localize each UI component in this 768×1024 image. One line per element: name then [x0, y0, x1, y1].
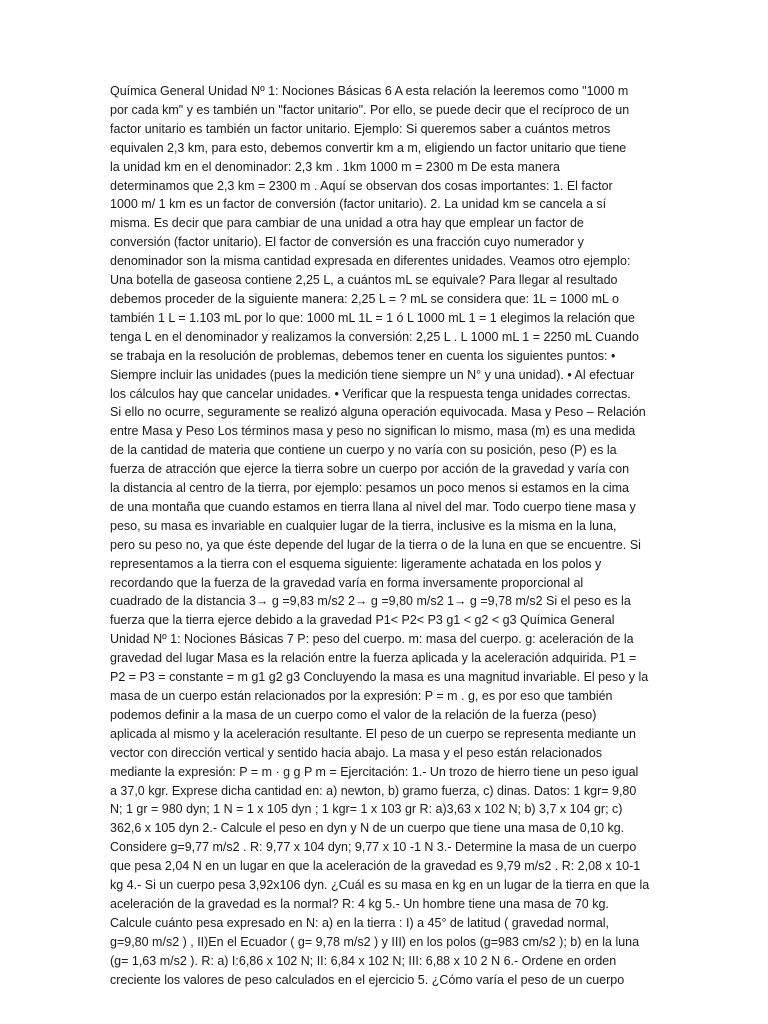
text-line-43: kg 4.- Si un cuerpo pesa 3,92x106 dyn. ¿Cuál es su masa en kg en un lugar de la tierra en que la [110, 878, 650, 893]
text-line-3: factor unitario es también un factor unitario. Ejemplo: Si queremos saber a cuántos metros [110, 121, 611, 136]
text-line-36: vector con dirección vertical y sentido hacia abajo. La masa y el peso están relacionados [110, 745, 602, 760]
document-body-text [110, 82, 660, 990]
text-line-30: Unidad Nº 1: Nociones Básicas 7 P: peso del cuerpo. m: masa del cuerpo. g: aceleración de la [110, 632, 634, 647]
text-line-20: de la cantidad de materia que contiene un cuerpo y no varía con su posición, peso (P) es la [110, 443, 617, 458]
text-line-16: Siempre incluir las unidades (pues la medición tiene siempre un N° y una unidad). • Al efectuar [110, 367, 635, 382]
text-line-7: 1000 m/ 1 km es un factor de conversión (factor unitario). 2. La unidad km se cancela a sí [110, 197, 607, 212]
text-line-19: entre Masa y Peso Los términos masa y peso no significan lo mismo, masa (m) es una medida [110, 424, 636, 439]
text-line-48: creciente los valores de peso calculados en el ejercicio 5. ¿Cómo varía el peso de un cuerpo [110, 972, 625, 987]
text-line-33: masa de un cuerpo están relacionados por la expresión: P = m . g, es por eso que también [110, 689, 613, 703]
text-line-31: gravedad del lugar Masa es la relación entre la fuerza aplicada y la aceleración adquirida. P1 = [110, 651, 637, 666]
text-line-5: la unidad km en el denominador: 2,3 km . 1km 1000 m = 2300 m De esta manera [110, 159, 560, 174]
text-line-23: de una montaña que cuando estamos en tierra llana al nivel del mar. Todo cuerpo tiene masa y [110, 499, 636, 514]
text-line-39: N; 1 gr = 980 dyn; 1 N = 1 x 105 dyn ; 1 kgr= 1 x 103 gr R: a)3,63 x 102 N; b) 3,7 x 104 gr; c) [110, 802, 623, 817]
text-line-47: (g= 1,63 m/s2 ). R: a) I:6,86 x 102 N; II: 6,84 x 102 N; III: 6,88 x 10 2 N 6.- Ordene en orden [110, 953, 617, 968]
text-line-6: determinamos que 2,3 km = 2300 m . Aquí se observan dos cosas importantes: 1. El factor [110, 178, 613, 193]
text-line-17: los cálculos hay que cancelar unidades. • Verificar que la respuesta tenga unidades correctas. [110, 386, 631, 401]
text-line-1: Química General Unidad Nº 1: Nociones Básicas 6 A esta relación la leeremos como "1000 m [110, 84, 629, 98]
text-line-32: P2 = P3 = constante = m g1 g2 g3 Concluyendo la masa es una magnitud invariable. El peso y la [110, 670, 649, 685]
text-line-27: recordando que la fuerza de la gravedad varía en forma inversamente proporcional al [110, 575, 584, 590]
text-line-41: Considere g=9,77 m/s2 . R: 9,77 x 104 dyn; 9,77 x 10 -1 N 3.- Determine la masa de un cuerpo [110, 840, 637, 855]
text-line-28: cuadrado de la distancia 3→ g =9,83 m/s2 2→ g =9,80 m/s2 1→ g =9,78 m/s2 Si el peso es la [110, 594, 631, 609]
text-line-10: denominador son la misma cantidad expresada en diferentes unidades. Veamos otro ejemplo: [110, 254, 631, 269]
text-line-45: Calcule cuánto pesa expresado en N: a) en la tierra : I) a 45° de latitud ( gravedad normal, [110, 915, 610, 930]
text-line-25: pero su peso no, ya que éste depende del lugar de la tierra o de la luna en que se encuentre. Si [110, 537, 641, 552]
text-line-40: 362,6 x 105 dyn 2.- Calcule el peso en dyn y N de un cuerpo que tiene una masa de 0,10 kg. [110, 821, 625, 836]
text-line-9: conversión (factor unitario). El factor de conversión es una fracción cuyo numerador y [110, 235, 584, 250]
text-line-34: podemos definir a la masa de un cuerpo como el valor de la relación de la fuerza (peso) [110, 707, 597, 722]
text-line-14: tenga L en el denominador y realizamos la conversión: 2,25 L . L 1000 mL 1 = 2250 mL Cuando [110, 329, 639, 344]
text-line-29: fuerza que la tierra ejerce debido a la gravedad P1< P2< P3 g1 < g2 < g3 Química General [110, 613, 615, 628]
text-line-11: Una botella de gaseosa contiene 2,25 L, a cuántos mL se equivale? Para llegar al resultado [110, 273, 618, 288]
text-line-37: mediante la expresión: P = m · g g P m = Ejercitación: 1.- Un trozo de hierro tiene un peso igual [110, 764, 639, 779]
text-line-12: debemos proceder de la siguiente manera: 2,25 L = ? mL se considera que: 1L = 1000 mL o [110, 291, 619, 306]
text-line-26: representamos a la tierra con el esquema siguiente: ligeramente achatada en los polos y [110, 556, 602, 571]
text-line-44: aceleración de la gravedad es la normal? R: 4 kg 5.- Un hombre tiene una masa de 70 kg. [110, 896, 609, 911]
text-line-46: g=9,80 m/s2 ) , II)En el Ecuador ( g= 9,78 m/s2 ) y III) en los polos (g=983 cm/s2 ); b) en la luna [110, 934, 640, 949]
text-line-22: la distancia al centro de la tierra, por ejemplo: pesamos un poco menos si estamos en la cima [110, 481, 630, 496]
text-line-13: también 1 L = 1.103 mL por lo que: 1000 mL 1L = 1 ó L 1000 mL 1 = 1 elegimos la relación que [110, 310, 635, 325]
text-line-18: Si ello no ocurre, seguramente se realizó alguna operación equivocada. Masa y Peso – Relación [110, 405, 646, 420]
text-line-2: por cada km" y es también un "factor unitario". Por ello, se puede decir que el recíproco de un [110, 102, 630, 117]
text-line-38: a 37,0 kgr. Exprese dicha cantidad en: a) newton, b) gramo fuerza, c) dinas. Datos: 1 kgr= 9,80 [110, 783, 637, 798]
text-line-42: que pesa 2,04 N en un lugar en que la aceleración de la gravedad es 9,79 m/s2 . R: 2,08 x 10-1 [110, 859, 641, 874]
text-line-21: fuerza de atracción que ejerce la tierra sobre un cuerpo por acción de la gravedad y varía con [110, 462, 630, 477]
text-line-15: se trabaja en la resolución de problemas, debemos tener en cuenta los siguientes puntos: • [110, 348, 616, 363]
text-line-24: peso, su masa es invariable en cualquier lugar de la tierra, inclusive es la misma en la luna, [110, 518, 617, 533]
text-line-35: aplicada al mismo y la aceleración resultante. El peso de un cuerpo se representa mediante un [110, 726, 637, 741]
text-line-4: equivalen 2,3 km, para esto, debemos convertir km a m, eligiendo un factor unitario que tiene [110, 140, 627, 155]
text-line-8: misma. Es decir que para cambiar de una unidad a otra hay que emplear un factor de [110, 216, 584, 231]
